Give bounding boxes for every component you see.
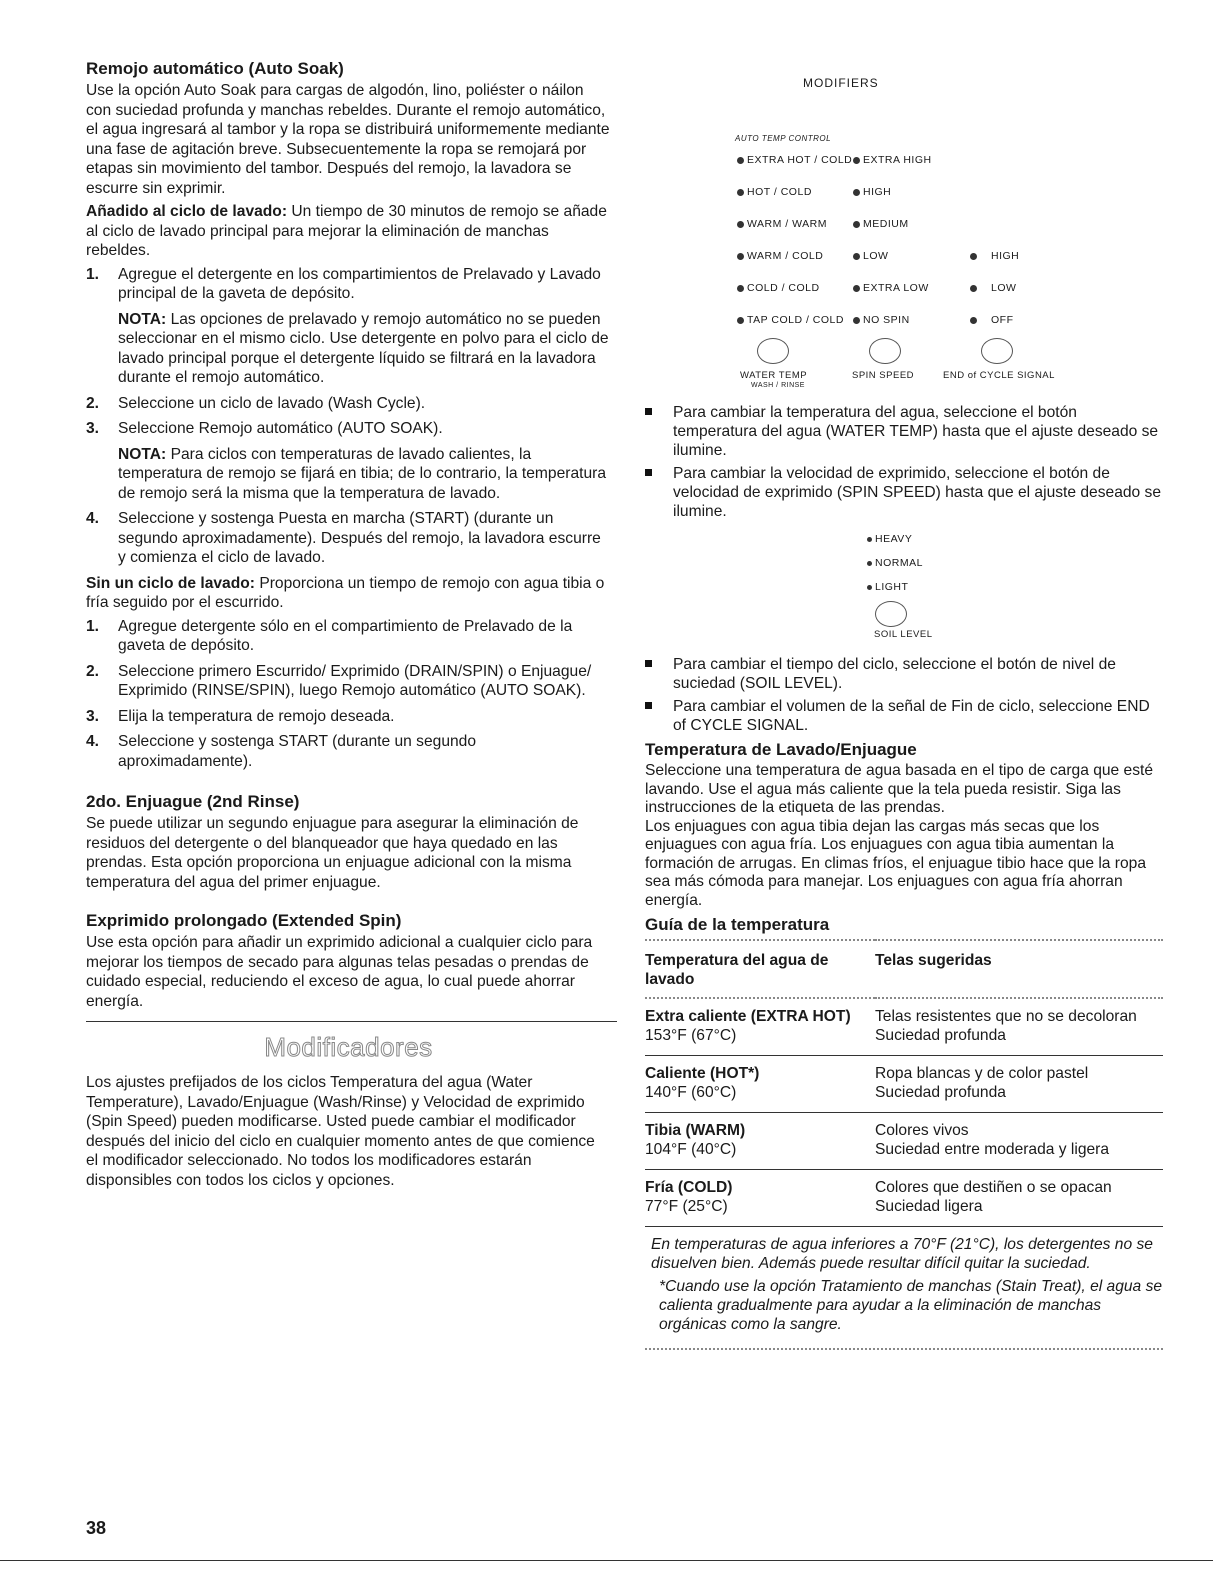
indicator-dot-icon bbox=[970, 253, 977, 260]
modifiers-title: Modificadores bbox=[264, 1032, 433, 1062]
signal-option: OFF bbox=[970, 314, 1014, 326]
spin-option: EXTRA HIGH bbox=[853, 154, 932, 166]
list-item: Para cambiar el volumen de la señal de Fin de ciclo, seleccione END of CYCLE SIGNAL. bbox=[645, 697, 1165, 735]
section-divider bbox=[86, 1021, 617, 1022]
steps-a-list bbox=[86, 265, 611, 568]
soil-option: HEAVY bbox=[867, 533, 912, 545]
signal-option: LOW bbox=[970, 282, 1016, 294]
temp-option: EXTRA HOT / COLD bbox=[737, 154, 852, 166]
temperature-guide-table bbox=[645, 939, 1163, 1226]
indicator-dot-icon bbox=[737, 157, 744, 164]
autosoak-intro: Use la opción Auto Soak para cargas de algodón, lino, poliéster o náilon con suciedad profunda y manchas rebeldes. Durante el remojo automático, el agua ingresará al tambor y la ropa se distribuirá uniformemente mediante una fase de agitación breve. Subsecuentemente la ropa se remojará por etapas sin movimiento del tambor. Después del remojo, la lavadora se escurre sin exprimir. bbox=[86, 82, 610, 197]
table-row: Fría (COLD) 77°F (25°C) Colores que destiñen o se opacan Suciedad ligera bbox=[645, 1170, 1163, 1227]
bottom-divider bbox=[645, 1348, 1163, 1350]
list-item: 1. Agregue el detergente en los compartimientos de Prelavado y Lavado principal de la gaveta de depósito. NOTA: Las opciones de prelavado y remojo automático no se pueden seleccionar en el mismo ciclo. Use detergente en polvo para el ciclo de lavado principal porque el detergente líquido se filtrará en la lavadora durante el remojo automático. bbox=[86, 265, 611, 388]
extspin-heading: Exprimido prolongado (Extended Spin) bbox=[86, 911, 402, 930]
modifiers-panel bbox=[645, 58, 1165, 403]
steps-b-list bbox=[86, 617, 611, 772]
indicator-dot-icon bbox=[737, 317, 744, 324]
signal-option: HIGH bbox=[970, 250, 1019, 262]
spin-option: NO SPIN bbox=[853, 314, 910, 326]
left-column bbox=[86, 58, 611, 1194]
col1-header: Temperatura del agua de lavado bbox=[645, 952, 829, 988]
soil-level-label: SOIL LEVEL bbox=[874, 629, 933, 640]
soil-level-knob[interactable] bbox=[875, 601, 907, 627]
col2-header: Telas sugeridas bbox=[875, 952, 992, 969]
spin-option: LOW bbox=[853, 250, 888, 262]
indicator-dot-icon bbox=[853, 285, 860, 292]
indicator-dot-icon bbox=[853, 317, 860, 324]
list-item: Para cambiar la velocidad de exprimido, seleccione el botón de velocidad de exprimido (SPIN SPEED) hasta que el ajuste deseado se ilumine. bbox=[645, 464, 1165, 521]
bullet-icon bbox=[645, 660, 652, 667]
panel-title: MODIFIERS bbox=[803, 76, 879, 90]
bullet-icon bbox=[645, 469, 652, 476]
added-paragraph bbox=[86, 202, 611, 261]
indicator-dot-icon bbox=[737, 285, 744, 292]
added-text: Un tiempo de 30 minutos de remojo se añade al ciclo de lavado principal para mejorar la eliminación de manchas rebeldes. bbox=[86, 203, 607, 259]
temp-p2: Los enjuagues con agua tibia dejan las cargas más secas que los enjuagues con agua fría. Los enjuagues con agua tibia aumentan la formación de arrugas. En climas fríos, el enjuague tibio hace que la ropa sea más cómoda para manejar. Los enjuagues con agua fría ahorran energía. bbox=[645, 817, 1147, 909]
footnote-1: En temperaturas de agua inferiores a 70°F (21°C), los detergentes no se disuelven bien. Además puede resultar difícil quitar la suciedad. bbox=[651, 1236, 1153, 1272]
list-item: Para cambiar el tiempo del ciclo, seleccione el botón de nivel de suciedad (SOIL LEVEL). bbox=[645, 655, 1165, 693]
indicator-dot-icon bbox=[853, 253, 860, 260]
rinse2-text: Se puede utilizar un segundo enjuague para asegurar la eliminación de residuos del detergente o del blanqueador que haya quedado en las prendas. Esta opción proporciona un enjuague adicional con la misma temperatura del agua del primer enjuague. bbox=[86, 815, 579, 891]
note-1: NOTA: Las opciones de prelavado y remojo automático no se pueden seleccionar en el mismo ciclo. Use detergente en polvo para el ciclo de lavado principal porque el detergente líquido se filtrará en la lavadora durante el remojo automático. bbox=[118, 310, 609, 386]
indicator-dot-icon bbox=[737, 253, 744, 260]
indicator-dot-icon bbox=[867, 585, 872, 590]
temp-p1: Seleccione una temperatura de agua basada en el tipo de carga que esté lavando. Use el agua más caliente que la tela pueda resistir. Siga las instrucciones de la etiqueta de las prendas. bbox=[645, 762, 1154, 816]
temp-option: TAP COLD / COLD bbox=[737, 314, 844, 326]
indicator-dot-icon bbox=[853, 157, 860, 164]
indicator-dot-icon bbox=[867, 537, 872, 542]
water-temp-knob[interactable] bbox=[757, 338, 789, 364]
bullets-a bbox=[645, 403, 1165, 521]
rinse2-heading: 2do. Enjuague (2nd Rinse) bbox=[86, 792, 300, 811]
wash-rinse-label: WASH / RINSE bbox=[751, 382, 805, 389]
indicator-dot-icon bbox=[737, 221, 744, 228]
soil-level-panel bbox=[645, 525, 1165, 640]
end-signal-knob[interactable] bbox=[981, 338, 1013, 364]
soil-option: NORMAL bbox=[867, 557, 923, 569]
temp-option: WARM / WARM bbox=[737, 218, 827, 230]
table-row: Extra caliente (EXTRA HOT) 153°F (67°C) Telas resistentes que no se decoloran Suciedad profunda bbox=[645, 998, 1163, 1056]
spin-option: MEDIUM bbox=[853, 218, 909, 230]
page-number: 38 bbox=[86, 1518, 107, 1538]
footnote-2: *Cuando use la opción Tratamiento de manchas (Stain Treat), el agua se calienta gradualmente para ayudar a la eliminación de manchas orgánicas como la sangre. bbox=[659, 1278, 1163, 1333]
list-item: 4. Seleccione y sostenga START (durante un segundo aproximadamente). bbox=[86, 733, 477, 770]
spin-speed-knob[interactable] bbox=[869, 338, 901, 364]
autosoak-heading: Remojo automático (Auto Soak) bbox=[86, 59, 344, 78]
water-temp-label: WATER TEMP bbox=[740, 370, 808, 381]
list-item: Para cambiar la temperatura del agua, seleccione el botón temperatura del agua (WATER TEMP) hasta que el ajuste deseado se ilumine. bbox=[645, 403, 1165, 460]
modifiers-text: Los ajustes prefijados de los ciclos Temperatura del agua (Water Temperature), Lavado/Enjuague (Wash/Rinse) y Velocidad de exprimido (Spin Speed) pueden modificarse. Usted puede cambiar el modificador después del inicio del ciclo en cualquier momento antes de que comience el modificador seleccionado. No todos los modificadores estarán disponsibles con todos los ciclos y opciones. bbox=[86, 1074, 595, 1189]
list-item: 3. Elija la temperatura de remojo deseada. bbox=[86, 707, 395, 725]
list-item: 2. Seleccione un ciclo de lavado (Wash Cycle). bbox=[86, 394, 426, 412]
table-row: Tibia (WARM) 104°F (40°C) Colores vivos Suciedad entre moderada y ligera bbox=[645, 1113, 1163, 1170]
note-2: NOTA: Para ciclos con temperaturas de lavado calientes, la temperatura de remojo se fijará en tibia; de lo contrario, la temperatura de remojo será la misma que la temperatura de lavado. bbox=[118, 445, 606, 502]
page-bottom-rule bbox=[0, 1560, 1213, 1561]
list-item: 1. Agregue detergente sólo en el compartimiento de Prelavado de la gaveta de depósito. bbox=[86, 617, 573, 654]
indicator-dot-icon bbox=[867, 561, 872, 566]
extspin-text: Use esta opción para añadir un exprimido adicional a cualquier ciclo para mejorar los tiempos de secado para algunas telas pesadas o prendas de cuidado especial, reduciendo el exceso de agua, lo cual puede ahorrar energía. bbox=[86, 934, 593, 1010]
bullet-icon bbox=[645, 408, 652, 415]
temp-option: HOT / COLD bbox=[737, 186, 812, 198]
without-paragraph: Sin un ciclo de lavado: Proporciona un tiempo de remojo con agua tibia o fría seguido por el escurrido. bbox=[86, 574, 605, 611]
indicator-dot-icon bbox=[853, 221, 860, 228]
table-header bbox=[645, 940, 1163, 998]
soil-option: LIGHT bbox=[867, 581, 908, 593]
list-item: 2. Seleccione primero Escurrido/ Exprimido (DRAIN/SPIN) o Enjuague/ Exprimido (RINSE/SPIN), luego Remojo automático (AUTO SOAK). bbox=[86, 662, 592, 699]
bullet-icon bbox=[645, 702, 652, 709]
added-label: Añadido al ciclo de lavado: bbox=[86, 203, 288, 220]
indicator-dot-icon bbox=[853, 189, 860, 196]
guide-heading: Guía de la temperatura bbox=[645, 915, 830, 934]
right-column bbox=[645, 58, 1165, 1350]
end-signal-label: END of CYCLE SIGNAL bbox=[943, 370, 1055, 381]
list-item: 4. Seleccione y sostenga Puesta en marcha (START) (durante un segundo aproximadamente). Después del remojo, la lavadora escurre y comienza el ciclo de lavado. bbox=[86, 510, 601, 566]
spin-option: HIGH bbox=[853, 186, 891, 198]
spin-option: EXTRA LOW bbox=[853, 282, 929, 294]
temp-heading: Temperatura de Lavado/Enjuague bbox=[645, 740, 917, 759]
panel-subtitle: AUTO TEMP CONTROL bbox=[735, 134, 832, 143]
indicator-dot-icon bbox=[737, 189, 744, 196]
list-item: 3. Seleccione Remojo automático (AUTO SOAK). NOTA: Para ciclos con temperaturas de lavado calientes, la temperatura de remojo se fijará en tibia; de lo contrario, la temperatura de remojo será la misma que la temperatura de lavado. bbox=[86, 419, 611, 503]
bullets-b bbox=[645, 655, 1165, 735]
temp-option: WARM / COLD bbox=[737, 250, 823, 262]
indicator-dot-icon bbox=[970, 285, 977, 292]
temp-option: COLD / COLD bbox=[737, 282, 820, 294]
spin-speed-label: SPIN SPEED bbox=[852, 370, 915, 381]
indicator-dot-icon bbox=[970, 317, 977, 324]
table-row: Caliente (HOT*) 140°F (60°C) Ropa blancas y de color pastel Suciedad profunda bbox=[645, 1056, 1163, 1113]
